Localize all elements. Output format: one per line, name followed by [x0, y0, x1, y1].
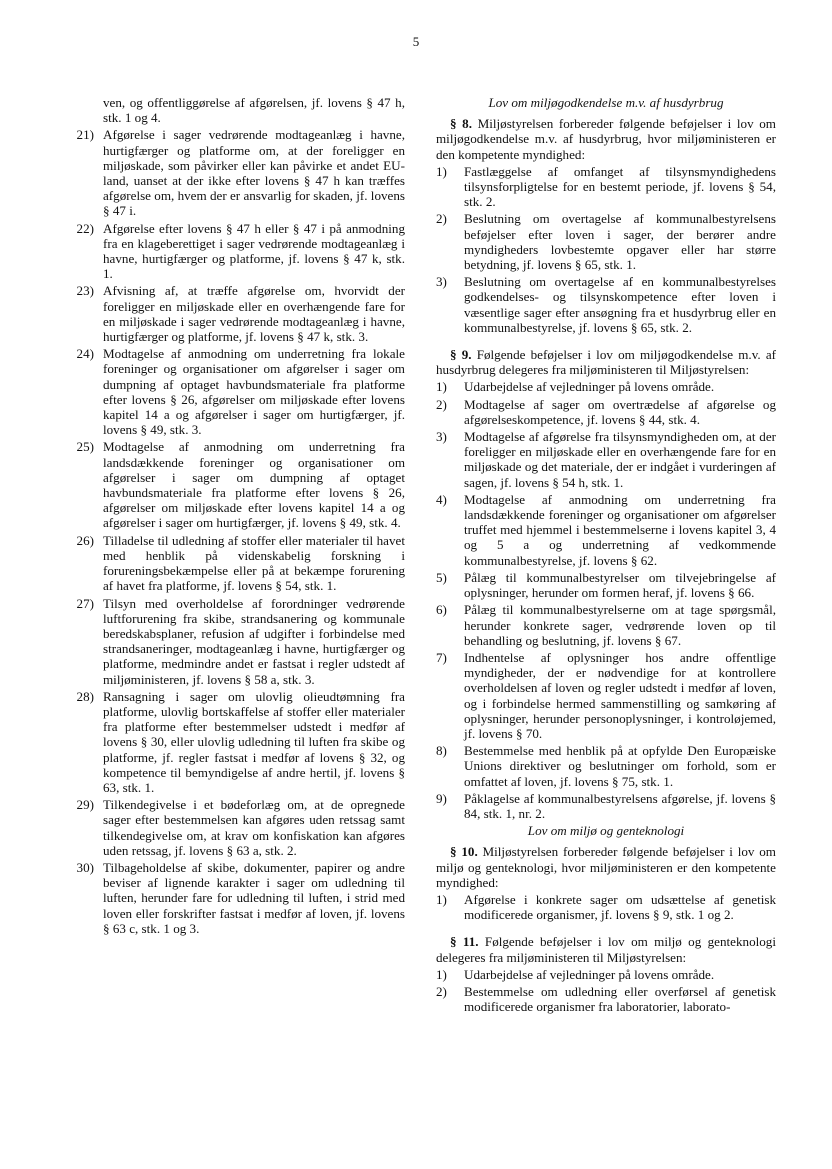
- paragraph-8: [436, 116, 776, 162]
- item-text: Modtagelse af anmodning om underretning fra landsdækkende foreninger og organisationer om afgørelser truffet med hjemmel i bestemmelserne i lovens kapitel 3, 4 og 5 a og underretning af vedkommende kommunalbestyrelse, jf. lovens § 62.: [464, 491, 776, 568]
- list-item: [436, 397, 776, 427]
- right-column: [436, 95, 776, 1016]
- item-number: 26): [76, 532, 94, 548]
- item-text: Modtagelse af anmodning om underretning fra lokale foreninger og organisationer om afgørelser i sager om dumpning af optaget havbundsmateriale fra platforme efter lovens § 26, afgørelser om miljøskade efter lovens kapitel 14 a og afgørelser i sager om hurtigfærger, jf. lovens § 49, stk. 3.: [103, 346, 405, 438]
- item-text: Tilbageholdelse af skibe, dokumenter, papirer og andre beviser af lignende karakter i sager om udledning til luften, herunder fare for udledning til luften, i strid med loven eller forskrifter fastsat i medfør af loven, jf. lovens § 63 c, stk. 1 og 3.: [103, 859, 405, 936]
- item-text: Påklagelse af kommunalbestyrelsens afgørelse, jf. lovens § 84, stk. 1, nr. 2.: [464, 790, 776, 821]
- list-item: [62, 596, 405, 687]
- item-text: Indhentelse af oplysninger hos andre offentlige myndigheder, der er nødvendige for at kontrollere overholdelsen af loven og regler udstedt i medfør af loven, og i forbindelse hermed sammenstilling og samkøring af oplysninger, herunder personoplysninger, i kontroløjemed, jf. lovens § 70.: [464, 649, 776, 741]
- item-text: Afgørelse i konkrete sager om udsættelse af genetisk modificerede organismer, jf. lovens § 9, stk. 1 og 2.: [464, 891, 776, 923]
- list-item: [436, 602, 776, 648]
- paragraph-9-list: [436, 379, 776, 821]
- item-text: Afgørelse efter lovens § 47 h eller § 47 i på anmodning fra en klageberettiget i sager vedrørende modtageanlæg i havne, hurtigfærger og platforme, jf. lovens § 47 k, stk. 1.: [103, 220, 405, 282]
- item-number: 2): [436, 396, 447, 412]
- section-number: § 11.: [450, 934, 479, 950]
- list-item: [436, 967, 776, 982]
- item-text: Pålæg til kommunalbestyrelserne om at tage spørgsmål, herunder konkrete sager, vedrørende loven op til behandling og beslutning, jf. lovens § 67.: [464, 602, 776, 648]
- item-number: 5): [436, 569, 447, 585]
- list-item: [436, 791, 776, 821]
- paragraph-text: Følgende beføjelser i lov om miljøgodkendelse m.v. af husdyrbrug delegeres fra miljøministeren til Miljøstyrelsen:: [436, 347, 776, 378]
- item-number: 8): [436, 743, 447, 759]
- item-number: 27): [76, 595, 94, 611]
- list-item: [436, 984, 776, 1014]
- paragraph-10-list: [436, 892, 776, 922]
- item-number: 3): [436, 429, 447, 445]
- item-text: Afgørelse i sager vedrørende modtageanlæg i havne, hurtigfærger og platforme om, at der foreligger en miljøskade, som påvirker eller kan påvirke et andet EU-land, uanset at der ikke efter lovens § 47 h kan træffes afgørelse om, hvem der er ansvarlig for skaden, jf. lovens § 47 i.: [103, 127, 405, 219]
- item-number: 23): [76, 283, 94, 299]
- list-item: [436, 429, 776, 490]
- list-item: [62, 346, 405, 437]
- list-item: [436, 892, 776, 922]
- item-text: Tilkendegivelse i et bødeforlæg om, at de opregnede sager efter bestemmelsen kan afgøres uden retssag samt tilkendegivelse om, at krav om konfiskation kan afgøres uden retssag, jf. lovens § 63 a, stk. 2.: [103, 797, 405, 858]
- paragraph-9: [436, 347, 776, 377]
- paragraph-11: [436, 934, 776, 964]
- item-text: Beslutning om overtagelse af kommunalbestyrelsens beføjelser efter loven i sager, der berører andre myndigheders lovbestemte opgaver eller har større betydning, jf. lovens § 65, stk. 1.: [464, 211, 776, 273]
- item-number: 28): [76, 688, 94, 704]
- item-number: 1): [436, 891, 447, 907]
- list-item: [436, 274, 776, 335]
- item-text: Afvisning af, at træffe afgørelse om, hvorvidt der foreligger en miljøskade eller en overhængende fare for en miljøskade i sager vedrørende modtageanlæg i havne, hurtigfærger og platforme, jf. lovens § 47 k, stk. 3.: [103, 283, 405, 345]
- item-text: Ransagning i sager om ulovlig olieudtømning fra platforme, ulovlig bortskaffelse af stoffer eller materialer fra platforme efter bestemmelser udstedt i medfør af lovens § 30, eller ulovlig udledning til luften fra skibe og platforme, jf. regler fastsat i medfør af lovens § 32, og kompetence til bemyndigelse af andre hertil, jf. lovens § 63, stk. 1.: [103, 688, 405, 795]
- item-number: 22): [76, 220, 94, 236]
- list-item: [436, 570, 776, 600]
- item-text: Pålæg til kommunalbestyrelser om tilvejebringelse af oplysninger, herunder om formen heraf, jf. lovens § 66.: [464, 569, 776, 601]
- paragraph-8-list: [436, 164, 776, 335]
- list-item: [62, 439, 405, 530]
- list-item: [62, 127, 405, 218]
- list-item: [436, 164, 776, 210]
- list-item: [436, 379, 776, 394]
- paragraph-text: Miljøstyrelsen forbereder følgende beføjelser i lov om miljøgodkendelse m.v. af husdyrbrug, hvor miljøministeren er den kompetente myndighed:: [436, 116, 776, 162]
- list-item: [62, 533, 405, 594]
- paragraph-11-list: [436, 967, 776, 1015]
- list-item: [62, 283, 405, 344]
- list-item: [62, 221, 405, 282]
- item-number: 1): [436, 379, 447, 395]
- item-number: 30): [76, 859, 94, 875]
- item-text: Udarbejdelse af vejledninger på lovens område.: [464, 966, 715, 982]
- item-number: 1): [436, 966, 447, 982]
- item-number: 25): [76, 439, 94, 455]
- item-number: 2): [436, 983, 447, 999]
- item-text: Tilladelse til udledning af stoffer eller materialer til havet med henblik på videnskabelig forskning i forureningsbekæmpelse eller på at bekæmpe forurening af havet fra platforme, jf. lovens § 54, stk. 1.: [103, 532, 405, 594]
- list-item: [436, 743, 776, 789]
- list-item: [62, 689, 405, 795]
- continuation-text: ven, og offentliggørelse af afgørelsen, jf. lovens § 47 h, stk. 1 og 4.: [103, 95, 405, 126]
- section-number: § 8.: [450, 116, 472, 132]
- item-number: 2): [436, 211, 447, 227]
- left-item-list: [62, 127, 405, 936]
- section-number: § 9.: [450, 347, 472, 363]
- section-number: § 10.: [450, 844, 478, 860]
- paragraph-10: [436, 844, 776, 890]
- section-heading-husdyrbrug: Lov om miljøgodkendelse m.v. af husdyrbrug: [488, 95, 724, 110]
- list-item: [436, 492, 776, 568]
- list-item: [436, 650, 776, 741]
- item-text: Modtagelse af afgørelse fra tilsynsmyndigheden om, at der foreligger en miljøskade eller en overhængende fare for en miljøskade og det materiale, der er indgået i vurderingen af sagen, jf. lovens § 54 h, stk. 1.: [464, 429, 776, 490]
- item-text: Udarbejdelse af vejledninger på lovens område.: [464, 379, 715, 395]
- item-text: Fastlæggelse af omfanget af tilsynsmyndighedens tilsynsforpligtelse for en bestemt periode, jf. lovens § 54, stk. 2.: [464, 163, 776, 210]
- item-number: 7): [436, 649, 447, 665]
- item-text: Beslutning om overtagelse af en kommunalbestyrelses godkendelses- og tilsynskompetence efter loven i væsentlige sager efter ansøgning fra et husdyrbrug eller en kommunalbestyrelse, jf. lovens § 65, stk. 2.: [464, 274, 776, 335]
- item-number: 21): [76, 127, 94, 143]
- paragraph-text: Følgende beføjelser i lov om miljø og genteknologi delegeres fra miljøministeren til Miljøstyrelsen:: [436, 934, 776, 965]
- paragraph-text: Miljøstyrelsen forbereder følgende beføjelser i lov om miljø og genteknologi, hvor miljøministeren er den kompetente myndighed:: [436, 844, 776, 890]
- item-text: Modtagelse af anmodning om underretning fra landsdækkende foreninger og organisationer om afgørelser i sager om dumpning af optaget havbundsmateriale fra platforme efter lovens § 26, afgørelser om miljøskade efter lovens kapitel 14 a og afgørelser i sager om hurtigfærger, jf. lovens § 49, stk. 4.: [103, 439, 405, 531]
- list-item: [62, 860, 405, 936]
- list-item: [436, 211, 776, 272]
- item-text: Bestemmelse med henblik på at opfylde Den Europæiske Unions direktiver og beslutninger om forhold, som er omfattet af loven, jf. lovens § 75, stk. 1.: [464, 743, 776, 789]
- item-text: Bestemmelse om udledning eller overførsel af genetisk modificerede organismer fra laboratorier, laborato-: [464, 983, 776, 1015]
- item-number: 3): [436, 274, 447, 290]
- left-column: [62, 95, 405, 938]
- item-text: Tilsyn med overholdelse af forordninger vedrørende luftforurening fra skibe, strandsanering og kommunale beredskabsplaner, refusion af udgifter i forbindelse med strandsaneringer, modtageanlæg i havne, hurtigfærger og platforme, medmindre andet er fastsat i regler udstedt af miljøministeren, jf. lovens § 58 a, stk. 3.: [103, 595, 405, 687]
- item-number: 4): [436, 491, 447, 507]
- item-number: 29): [76, 797, 94, 813]
- page-number: 5: [412, 34, 420, 49]
- item-number: 1): [436, 163, 447, 179]
- section-heading-genteknologi: Lov om miljø og genteknologi: [527, 823, 685, 839]
- item-text: Modtagelse af sager om overtrædelse af afgørelse og afgørelseskompetence, jf. lovens § 44, stk. 4.: [464, 396, 776, 427]
- item-number: 24): [76, 346, 94, 362]
- item-number: 9): [436, 790, 447, 806]
- list-item: [62, 797, 405, 858]
- item-number: 6): [436, 602, 447, 618]
